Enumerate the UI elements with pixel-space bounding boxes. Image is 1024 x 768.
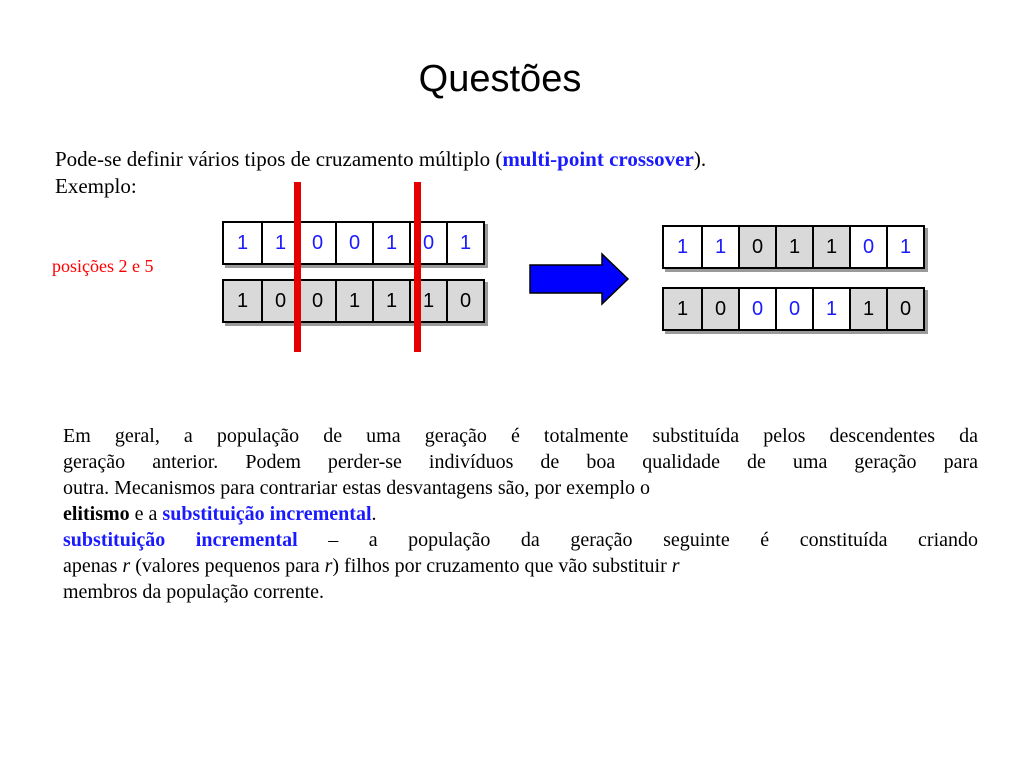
cut-line-position-5 <box>414 182 421 352</box>
gene: 1 <box>701 227 738 267</box>
gene: 0 <box>298 281 335 321</box>
child-chromosome-2 <box>662 287 925 331</box>
multi-point-crossover-term: multi-point crossover <box>502 147 694 171</box>
body-paragraph <box>63 423 978 605</box>
gene: 0 <box>738 227 775 267</box>
child-chromosome-1 <box>662 225 925 269</box>
gene: 1 <box>664 227 701 267</box>
gene: 1 <box>775 227 812 267</box>
gene: 0 <box>886 289 923 329</box>
gene: 1 <box>812 289 849 329</box>
gene: 1 <box>224 223 261 263</box>
gene: 0 <box>849 227 886 267</box>
paragraph-line: membros da população corrente. <box>63 581 325 603</box>
gene: 0 <box>261 281 298 321</box>
gene: 1 <box>409 281 446 321</box>
substituicao-incremental-definition-term: substituição incremental <box>63 529 298 551</box>
gene: 0 <box>701 289 738 329</box>
gene: 1 <box>372 223 409 263</box>
gene: 1 <box>849 289 886 329</box>
parent-chromosome-1 <box>222 221 485 265</box>
gene: 1 <box>224 281 261 321</box>
gene: 0 <box>775 289 812 329</box>
gene: 1 <box>446 223 483 263</box>
paragraph-line: outra. Mecanismos para contrariar estas desvantagens são, por exemplo o <box>63 477 651 499</box>
gene: 0 <box>738 289 775 329</box>
positions-label: posições 2 e 5 <box>52 256 154 276</box>
substituicao-incremental-term: substituição incremental <box>162 503 372 525</box>
gene: 1 <box>335 281 372 321</box>
elitismo-term: elitismo <box>63 503 130 525</box>
gene: 0 <box>335 223 372 263</box>
paragraph-line: Em geral, a população de uma geração é totalmente substituída pelos descendentes da <box>63 425 978 447</box>
parent-chromosome-2 <box>222 279 485 323</box>
paragraph-line: geração anterior. Podem perder-se indivíduos de boa qualidade de uma geração para <box>63 451 978 473</box>
intro-line-2: Exemplo: <box>55 174 137 198</box>
right-arrow-icon <box>528 252 632 306</box>
gene: 0 <box>409 223 446 263</box>
gene: 0 <box>446 281 483 321</box>
intro-text <box>55 146 706 200</box>
paragraph-line: substituição incremental – a população da geração seguinte é constituída criando <box>63 529 979 551</box>
gene: 1 <box>261 223 298 263</box>
gene: 0 <box>298 223 335 263</box>
gene: 1 <box>664 289 701 329</box>
slide-title: Questões <box>418 58 582 100</box>
intro-line-1: Pode-se definir vários tipos de cruzamento múltiplo (multi-point crossover). <box>55 147 707 171</box>
paragraph-line: apenas r (valores pequenos para r) filhos por cruzamento que vão substituir r <box>63 555 680 577</box>
gene: 1 <box>372 281 409 321</box>
paragraph-line: elitismo e a substituição incremental. <box>63 503 377 525</box>
cut-line-position-2 <box>294 182 301 352</box>
gene: 1 <box>812 227 849 267</box>
gene: 1 <box>886 227 923 267</box>
